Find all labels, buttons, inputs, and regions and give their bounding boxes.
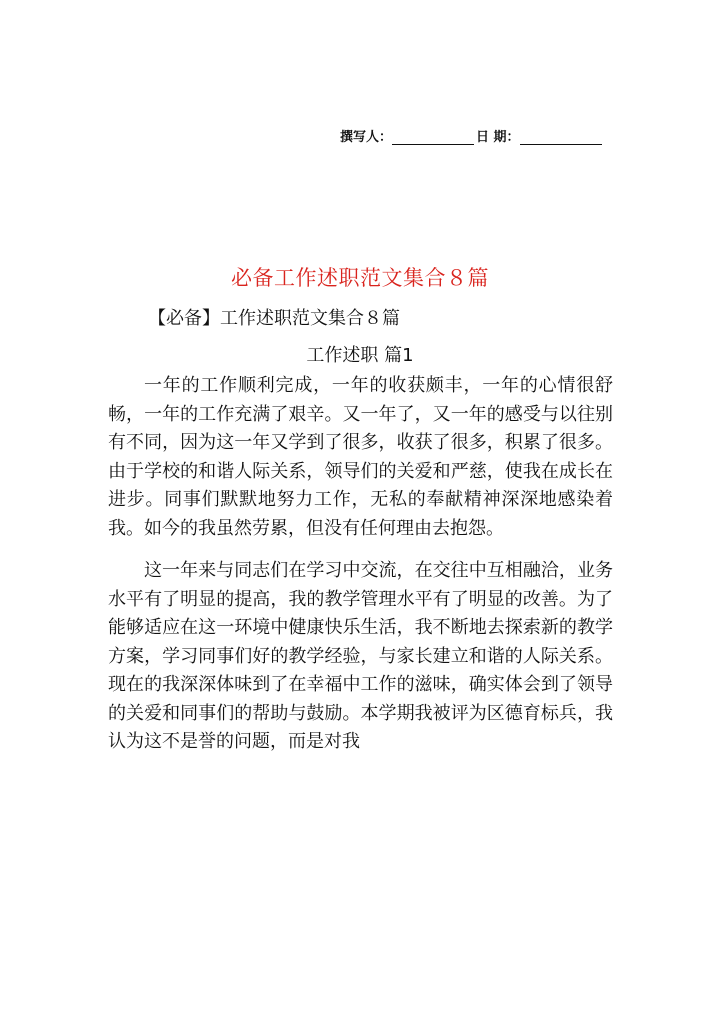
date-label: 日 期： [476,130,520,145]
date-blank-field [520,130,602,145]
author-label: 撰写人： [340,130,393,145]
author-blank-field [392,130,474,145]
paragraph: 一年的工作顺利完成，一年的收获颇丰，一年的心情很舒畅，一年的工作充满了艰辛。又一年了，又一年的感受与以往别有不同，因为这一年又学到了很多，收获了很多，积累了很多。由于学校的和谐人际关系，领导们的关爱和严慈，使我在成长在进步。同事们默默地努力工作，无私的奉献精神深深地感染着我。如今的我虽然劳累，但没有任何理由去抱怨。 [108,375,613,539]
document-subtitle: 【必备】工作述职范文集合８篇 [148,308,400,329]
body-text [108,372,613,757]
paragraph: 这一年来与同志们在学习中交流，在交往中互相融洽，业务水平有了明显的提高，我的教学管理水平有了明显的改善。为了能够适应在这一环境中健康快乐生活，我不断地去探索新的教学方案，学习同事们好的教学经验，与家长建立和谐的人际关系。现在的我深深体味到了在幸福中工作的滋味，确实体会到了领导的关爱和同事们的帮助与鼓励。本学期我被评为区德育标兵，我认为这不是誉的问题，而是对我 [108,560,613,752]
document-title: 必备工作述职范文集合８篇 [231,266,489,290]
author-date-line [340,126,612,145]
section-heading: 工作述职 篇1 [306,345,414,366]
